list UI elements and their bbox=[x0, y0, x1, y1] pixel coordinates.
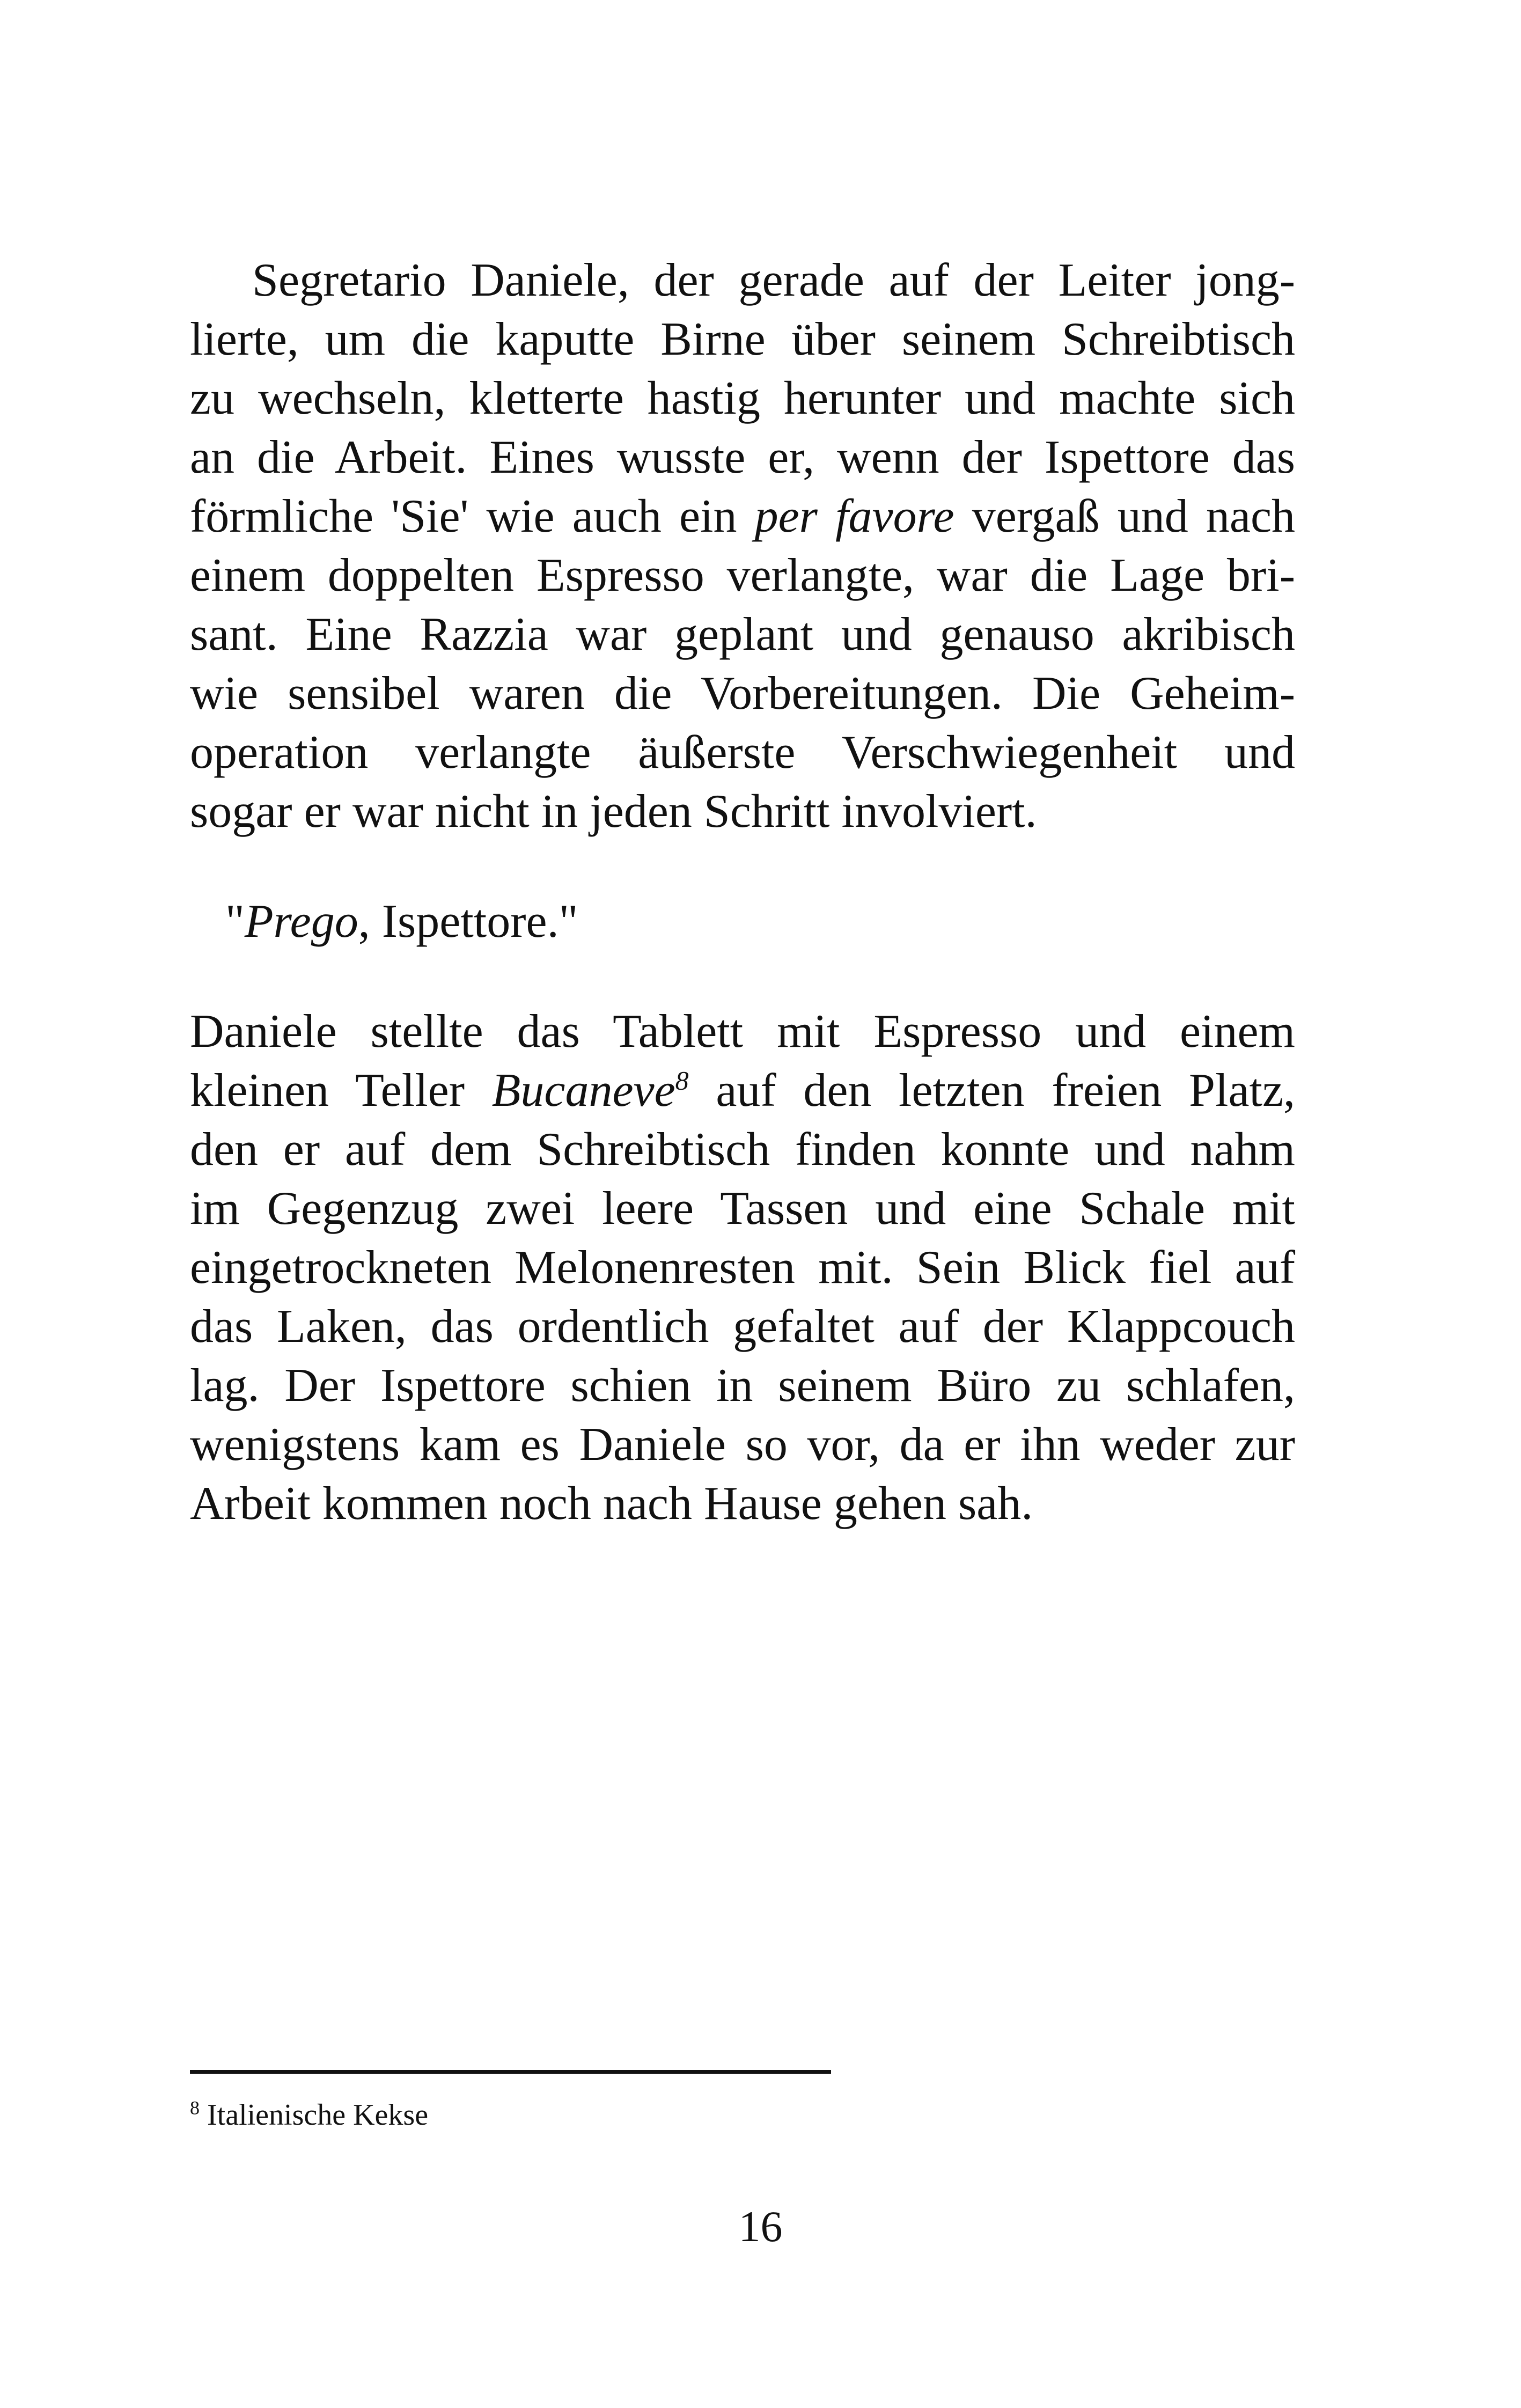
paragraph-2-line-2 bbox=[190, 1061, 1295, 1120]
footnote-separator bbox=[190, 2070, 831, 2074]
paragraph-1-line-2: lierte, um die kaputte Birne über seinem Schreibtisch bbox=[190, 313, 1295, 365]
dialogue-line bbox=[225, 892, 578, 951]
footnote-reference: 8 bbox=[675, 1065, 689, 1096]
text-segment: vergaß und nach bbox=[954, 490, 1295, 542]
paragraph-1-line-10: sogar er war nicht in jeden Schritt involviert. bbox=[190, 785, 1037, 838]
paragraph-2-line-5: eingetrockneten Melonenresten mit. Sein Blick fiel auf bbox=[190, 1242, 1295, 1294]
paragraph-2-line-4: im Gegenzug zwei leere Tassen und eine Schale mit bbox=[190, 1183, 1295, 1235]
text-segment: förmliche 'Sie' wie auch ein bbox=[190, 490, 755, 542]
paragraph-1-line-4: an die Arbeit. Eines wusste er, wenn der Ispettore das bbox=[190, 431, 1295, 483]
text-segment: auf den letzten freien Platz, bbox=[688, 1064, 1296, 1117]
paragraph-1-line-6: einem doppelten Espresso verlangte, war die Lage bri- bbox=[190, 549, 1295, 601]
italic-word: Bucaneve bbox=[491, 1064, 675, 1117]
quote-mark: " bbox=[225, 895, 245, 948]
paragraph-1-line-1: Segretario Daniele, der gerade auf der Leiter jong- bbox=[252, 254, 1295, 306]
paragraph-2-line-6: das Laken, das ordentlich gefaltet auf der Klappcouch bbox=[190, 1301, 1295, 1353]
paragraph-1-line-8: wie sensibel waren die Vorbereitungen. Die Geheim- bbox=[190, 667, 1295, 720]
paragraph-2-line-3: den er auf dem Schreibtisch finden konnte und nahm bbox=[190, 1124, 1295, 1176]
text-segment: , Ispettore." bbox=[358, 895, 578, 948]
paragraph-1-line-5 bbox=[190, 487, 1295, 546]
italic-phrase: per favore bbox=[754, 490, 954, 542]
paragraph-2-line-1: Daniele stellte das Tablett mit Espresso und einem bbox=[190, 1005, 1295, 1058]
footnote bbox=[190, 2096, 428, 2134]
italic-word: Prego bbox=[244, 895, 358, 948]
footnote-number: 8 bbox=[190, 2097, 200, 2119]
paragraph-1-line-7: sant. Eine Razzia war geplant und genauso akribisch bbox=[190, 608, 1295, 660]
text-segment: kleinen Teller bbox=[190, 1064, 492, 1117]
paragraph-1-line-3: zu wechseln, kletterte hastig herunter und machte sich bbox=[190, 372, 1295, 424]
paragraph-1-line-9: operation verlangte äußerste Verschwiegenheit und bbox=[190, 726, 1295, 779]
paragraph-2-line-9: Arbeit kommen noch nach Hause gehen sah. bbox=[190, 1478, 1033, 1530]
paragraph-2-line-7: lag. Der Ispettore schien in seinem Büro zu schlafen, bbox=[190, 1360, 1295, 1412]
paragraph-2-line-8: wenigstens kam es Daniele so vor, da er ihn weder zur bbox=[190, 1419, 1295, 1471]
page-number: 16 bbox=[738, 2202, 783, 2251]
footnote-text: Italienische Kekse bbox=[200, 2098, 429, 2132]
